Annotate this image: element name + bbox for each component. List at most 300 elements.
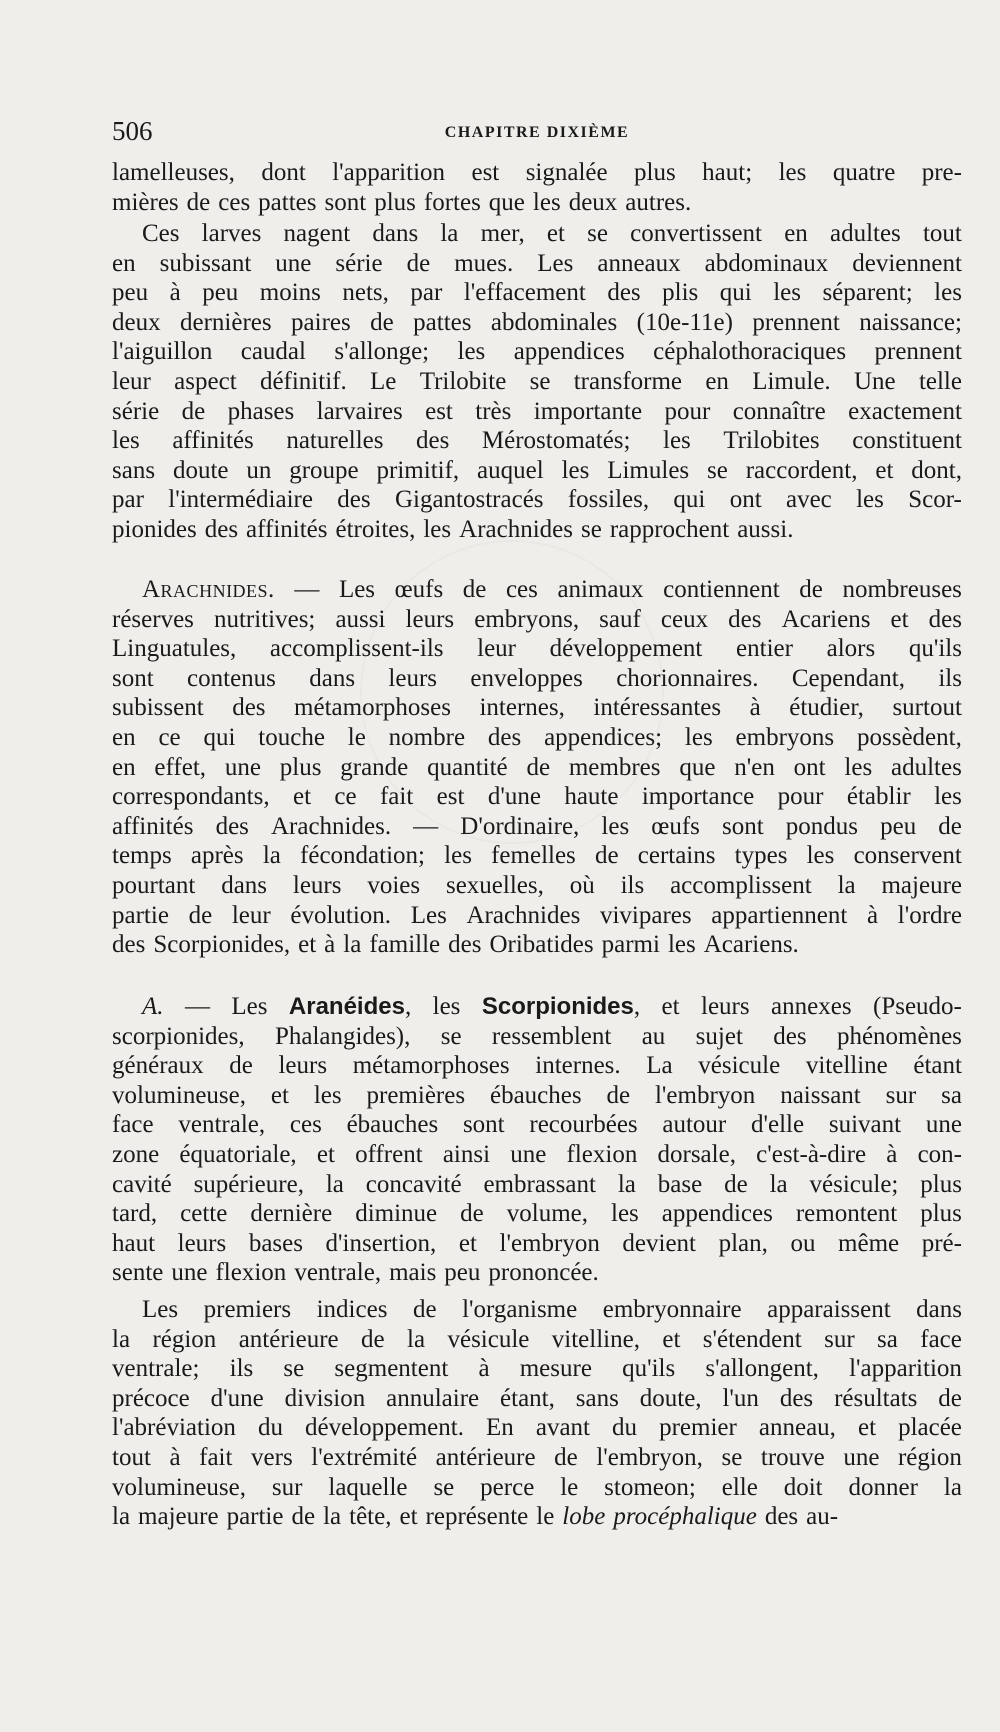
word: vésicule <box>698 1052 781 1080</box>
word: où <box>569 871 595 899</box>
word: certains <box>637 842 716 870</box>
text-line <box>112 1022 962 1052</box>
word: étroites, <box>335 515 416 543</box>
word: et <box>298 931 317 959</box>
word: Les <box>231 993 268 1020</box>
word: peu <box>202 279 239 307</box>
word: internes, <box>479 694 565 722</box>
word: l'abréviation <box>112 1414 236 1442</box>
word: contiennent <box>663 576 780 603</box>
word: supérieure, <box>193 1170 304 1198</box>
word: elle <box>721 1473 758 1501</box>
word: avec <box>785 486 832 514</box>
word: base <box>657 1170 703 1198</box>
word: ébauches <box>346 1111 439 1139</box>
text-line <box>112 1110 962 1140</box>
word: sur <box>271 1473 303 1501</box>
word: l'embryon <box>654 1081 756 1109</box>
word: métamorphoses <box>352 1052 510 1080</box>
word: l'extrémité <box>311 1443 418 1471</box>
word: accomplissent-ils <box>269 635 444 663</box>
word: abdominales <box>490 308 618 336</box>
text-line <box>112 456 962 486</box>
word: des <box>204 515 239 543</box>
word: une <box>171 1259 208 1287</box>
word: ces <box>218 188 251 216</box>
word: la <box>112 1325 131 1353</box>
word: aspect <box>174 367 237 395</box>
word: mières <box>112 188 179 216</box>
word: plus <box>374 188 416 216</box>
word: sexuelles, <box>445 871 544 899</box>
word: Arachnides. <box>270 812 392 840</box>
word: deux <box>568 188 618 216</box>
word: sa <box>941 1081 962 1109</box>
paragraph-5 <box>112 1295 962 1532</box>
word: réserves <box>112 605 194 633</box>
word: ils <box>938 664 962 692</box>
word: le <box>536 1503 555 1531</box>
word: sente <box>112 1259 164 1287</box>
word: la <box>440 220 459 247</box>
word: entier <box>736 635 793 663</box>
word: et <box>399 1503 418 1531</box>
word: stomeon; <box>604 1473 696 1501</box>
word: représente <box>425 1503 529 1531</box>
word: céphalothoraciques <box>653 338 847 366</box>
word: évolution. <box>290 901 392 929</box>
paragraph-2 <box>112 219 962 545</box>
word: s'allonge; <box>334 338 430 366</box>
text-line <box>112 278 962 308</box>
word: tard, <box>112 1200 158 1228</box>
text-line <box>112 188 962 218</box>
word: les <box>934 279 962 307</box>
word: ils <box>229 1355 254 1383</box>
page-number: 506 <box>112 116 153 146</box>
word: appartiennent <box>711 901 848 929</box>
text-line <box>112 1443 962 1473</box>
word: à <box>324 931 336 959</box>
word: volumineuse, <box>112 1473 247 1501</box>
word: devient <box>622 1229 696 1257</box>
word: les <box>601 812 630 840</box>
word: peu <box>444 1259 481 1287</box>
word: la <box>323 1503 342 1531</box>
word: segmentent <box>334 1355 449 1383</box>
word: pre- <box>921 159 962 186</box>
text-line <box>112 397 962 427</box>
word: d'une <box>487 783 541 811</box>
word: rapprochent <box>609 515 730 543</box>
word: tête, <box>349 1503 392 1531</box>
word: en <box>705 367 729 395</box>
paragraph-3 <box>112 575 962 960</box>
word: dont <box>261 159 306 186</box>
word: les <box>773 279 801 307</box>
word: vers <box>251 1443 293 1471</box>
word: conservent <box>853 842 962 870</box>
word: adultes <box>829 220 901 247</box>
word: — <box>184 993 210 1020</box>
word: que <box>679 753 716 781</box>
text-line <box>112 219 962 249</box>
word: offrent <box>355 1140 423 1168</box>
word: prononcée. <box>488 1259 599 1287</box>
word: la <box>943 1473 962 1501</box>
word: fait <box>199 1443 233 1471</box>
word: importance <box>641 783 755 811</box>
word: ces <box>289 1111 322 1139</box>
word: con- <box>917 1140 962 1168</box>
word: transforme <box>573 367 683 395</box>
word: de <box>799 576 823 603</box>
word: l'aiguillon <box>112 338 213 366</box>
word: nagent <box>283 220 351 247</box>
word: sont <box>112 664 154 692</box>
word: la <box>407 1325 426 1353</box>
word: embryons <box>735 723 835 751</box>
word: deviennent <box>852 249 962 277</box>
word: mues. <box>454 249 514 277</box>
word: Limule. <box>752 367 831 395</box>
word: apparaissent <box>767 1296 891 1323</box>
word: fossiles, <box>567 486 650 514</box>
word: remontent <box>795 1200 898 1228</box>
word: recourbées <box>529 1111 638 1139</box>
text-line <box>112 1258 962 1288</box>
word: adultes <box>891 753 962 781</box>
word: signalée <box>525 159 608 186</box>
word: des <box>112 931 146 959</box>
word: de <box>186 188 211 216</box>
word: types <box>734 842 788 870</box>
word: Acariens <box>781 605 871 633</box>
word: Les <box>410 901 447 929</box>
word: mais <box>389 1259 437 1287</box>
word: subissent <box>112 694 204 722</box>
word: vivipares <box>599 901 692 929</box>
word: de <box>938 1384 962 1412</box>
word: à <box>867 901 879 929</box>
word: antérieure <box>238 1325 339 1353</box>
word: pondus <box>785 812 858 840</box>
text-line <box>112 664 962 694</box>
word: les <box>313 1081 342 1109</box>
word: touche <box>258 723 325 751</box>
word: Phalangides), <box>274 1022 411 1050</box>
word: ont <box>729 486 762 514</box>
word: moins <box>259 279 321 307</box>
word: Scorpionides, <box>481 993 641 1020</box>
word: sont <box>324 188 367 216</box>
word: même <box>838 1229 900 1257</box>
word: l'effacement <box>463 279 586 307</box>
word: se <box>580 515 602 543</box>
word: importante <box>533 397 643 425</box>
word: appendices <box>661 1200 773 1228</box>
word: fécondation; <box>300 842 425 870</box>
text-line <box>112 634 962 664</box>
word: de <box>370 308 394 336</box>
word: de <box>606 1081 631 1109</box>
word: Les <box>142 1296 179 1323</box>
word: et <box>458 1229 477 1257</box>
word: à <box>169 279 181 307</box>
word: peu <box>880 812 917 840</box>
word: Cependant, <box>791 664 906 692</box>
word: de <box>938 812 962 840</box>
word: face <box>112 1111 154 1139</box>
word: la <box>837 871 856 899</box>
word: Les <box>338 576 376 603</box>
word: intéressantes <box>593 694 722 722</box>
word: flexion <box>215 1259 287 1287</box>
word: l'ordre <box>897 901 962 929</box>
word: cette <box>180 1200 228 1228</box>
word: est <box>471 159 500 186</box>
text-line <box>112 485 962 515</box>
word: Ces <box>142 220 180 247</box>
word: les <box>532 188 561 216</box>
word: embryonnaire <box>602 1296 742 1323</box>
word: au- <box>806 1503 839 1531</box>
word: pattes <box>258 188 317 216</box>
word: au <box>641 1022 666 1050</box>
word: une <box>925 1111 962 1139</box>
word: correspondants, <box>112 783 270 811</box>
word: les <box>844 753 873 781</box>
word: annulaire <box>386 1384 480 1412</box>
word: d'une <box>210 1384 264 1412</box>
word: du <box>612 1414 638 1442</box>
text-line <box>112 1325 962 1355</box>
word: leur <box>231 901 271 929</box>
word: établir <box>846 783 911 811</box>
text-line <box>112 1229 962 1259</box>
word: Trilobite <box>419 367 507 395</box>
word: leurs <box>177 1229 227 1257</box>
word: des <box>337 486 371 514</box>
word: des <box>607 279 641 307</box>
word: les <box>611 1200 639 1228</box>
word: larves <box>201 220 262 247</box>
word: l'embryon <box>499 1229 600 1257</box>
word: nets, <box>342 279 389 307</box>
word: du <box>257 1414 283 1442</box>
word: sujet <box>695 1022 743 1050</box>
word: embrassant <box>483 1170 596 1198</box>
word: laquelle <box>328 1473 408 1501</box>
word: naissant <box>780 1081 861 1109</box>
word: très <box>475 397 512 425</box>
word: premiers <box>203 1296 292 1323</box>
word: un <box>246 456 272 484</box>
text-line <box>112 992 962 1022</box>
word: précoce <box>112 1384 190 1412</box>
word: abdominaux <box>704 249 829 277</box>
word: vésicule <box>447 1325 530 1353</box>
word: doute <box>172 456 229 484</box>
word: Arachnides <box>466 901 581 929</box>
word: (Pseudo- <box>873 993 962 1020</box>
word: des <box>487 723 522 751</box>
word: l'apparition <box>849 1355 962 1383</box>
word: perce <box>480 1473 535 1501</box>
word: c'est-à-dire <box>756 1140 867 1168</box>
word: œufs <box>651 812 700 840</box>
word: membres <box>568 753 661 781</box>
word: plis <box>662 279 699 307</box>
word: métamorphoses <box>294 694 451 722</box>
word: majeure <box>138 1503 219 1531</box>
word: les <box>663 427 691 455</box>
word: des <box>773 1022 807 1050</box>
word: ils <box>620 871 645 899</box>
word: sans <box>112 456 156 484</box>
word: cavité <box>112 1170 172 1198</box>
word: la <box>769 1170 788 1198</box>
word: Arachnides. <box>142 576 275 603</box>
word: l'embryon, <box>596 1443 703 1471</box>
text-line <box>112 367 962 397</box>
word: sa <box>877 1325 898 1353</box>
word: ces <box>505 576 538 603</box>
word: appendices; <box>544 723 663 751</box>
word: volume, <box>506 1200 588 1228</box>
word: et <box>292 783 312 811</box>
word: de <box>460 1200 484 1228</box>
word: dans <box>372 220 419 247</box>
text-line <box>112 901 962 931</box>
word: parmi <box>601 931 660 959</box>
word: n'en <box>734 753 775 781</box>
word: se <box>707 456 728 484</box>
word: Une <box>853 367 896 395</box>
word: indices <box>316 1296 388 1323</box>
word: que <box>488 188 525 216</box>
word: et <box>661 993 680 1020</box>
word: des <box>728 605 762 633</box>
text-line <box>112 337 962 367</box>
word: développement. <box>305 1414 464 1442</box>
word: face <box>920 1325 962 1353</box>
word: raccordent, <box>745 456 858 484</box>
word: qu'ils <box>908 635 962 663</box>
word: subissant <box>159 249 252 277</box>
paragraph-4 <box>112 992 962 1288</box>
word: enveloppes <box>470 664 583 692</box>
word: Acariens. <box>703 931 799 959</box>
text-line <box>112 575 962 605</box>
word: par <box>410 279 443 307</box>
word: la <box>343 931 362 959</box>
word: la <box>617 1170 636 1198</box>
word: — <box>294 576 320 603</box>
word: premier <box>659 1414 737 1442</box>
word: contenus <box>187 664 276 692</box>
word: plus <box>634 159 676 186</box>
word: une <box>224 753 261 781</box>
word: naissance; <box>859 308 962 336</box>
word: alors <box>826 635 876 663</box>
word: s'étendent <box>702 1325 802 1353</box>
text-line <box>112 1384 962 1414</box>
word: fait <box>379 783 414 811</box>
text-line <box>112 723 962 753</box>
word: doit <box>783 1473 823 1501</box>
word: lamelleuses, <box>112 159 235 186</box>
word: premières <box>366 1081 466 1109</box>
text-line <box>112 515 962 545</box>
word: les <box>444 842 472 870</box>
word: phases <box>227 397 295 425</box>
word: caudal <box>240 338 306 366</box>
word: vitelline, <box>551 1325 640 1353</box>
word: de <box>724 1170 748 1198</box>
word: ce <box>158 723 181 751</box>
word: sauf <box>599 605 641 633</box>
word: effet, <box>154 753 207 781</box>
word: série <box>112 397 160 425</box>
word: haute <box>564 783 619 811</box>
word: plus <box>920 1200 962 1228</box>
word: annexes <box>771 993 852 1020</box>
word: qui <box>673 486 706 514</box>
word: division <box>284 1384 366 1412</box>
word: animaux <box>557 576 644 603</box>
word: les <box>856 486 884 514</box>
word: larvaires <box>316 397 403 425</box>
word: se <box>440 1022 462 1050</box>
word: qui <box>203 723 236 751</box>
word: majeure <box>881 871 962 899</box>
word: constituent <box>852 427 962 455</box>
text-line <box>112 158 962 188</box>
word: Mérostomatés; <box>481 427 631 455</box>
word: une <box>510 1140 547 1168</box>
word: région <box>152 1325 217 1353</box>
running-head: CHAPITRE DIXIÈME <box>444 124 630 141</box>
word: sur <box>824 1325 855 1353</box>
word: série <box>335 249 383 277</box>
word: se <box>529 367 551 395</box>
word: surtout <box>892 694 962 722</box>
word: leurs <box>292 871 342 899</box>
text-line <box>112 1502 962 1532</box>
word: de <box>291 1503 316 1531</box>
word: équatoriale, <box>179 1140 297 1168</box>
word: pré- <box>921 1229 962 1257</box>
word: se <box>283 1355 305 1383</box>
text-line <box>112 1081 962 1111</box>
word: Scor- <box>908 486 962 514</box>
word: et <box>546 220 565 247</box>
word: l'apparition <box>332 159 446 186</box>
word: se <box>721 1443 743 1471</box>
word: leurs <box>405 605 455 633</box>
word: ou <box>790 1229 816 1257</box>
word: de <box>594 842 619 870</box>
word: généraux <box>112 1052 204 1080</box>
word: anneau, <box>758 1414 836 1442</box>
word: aussi <box>335 605 386 633</box>
word: et <box>270 1081 289 1109</box>
word: quantité <box>427 753 508 781</box>
word: paires <box>291 308 351 336</box>
word: les <box>934 783 962 811</box>
text-line <box>112 426 962 456</box>
